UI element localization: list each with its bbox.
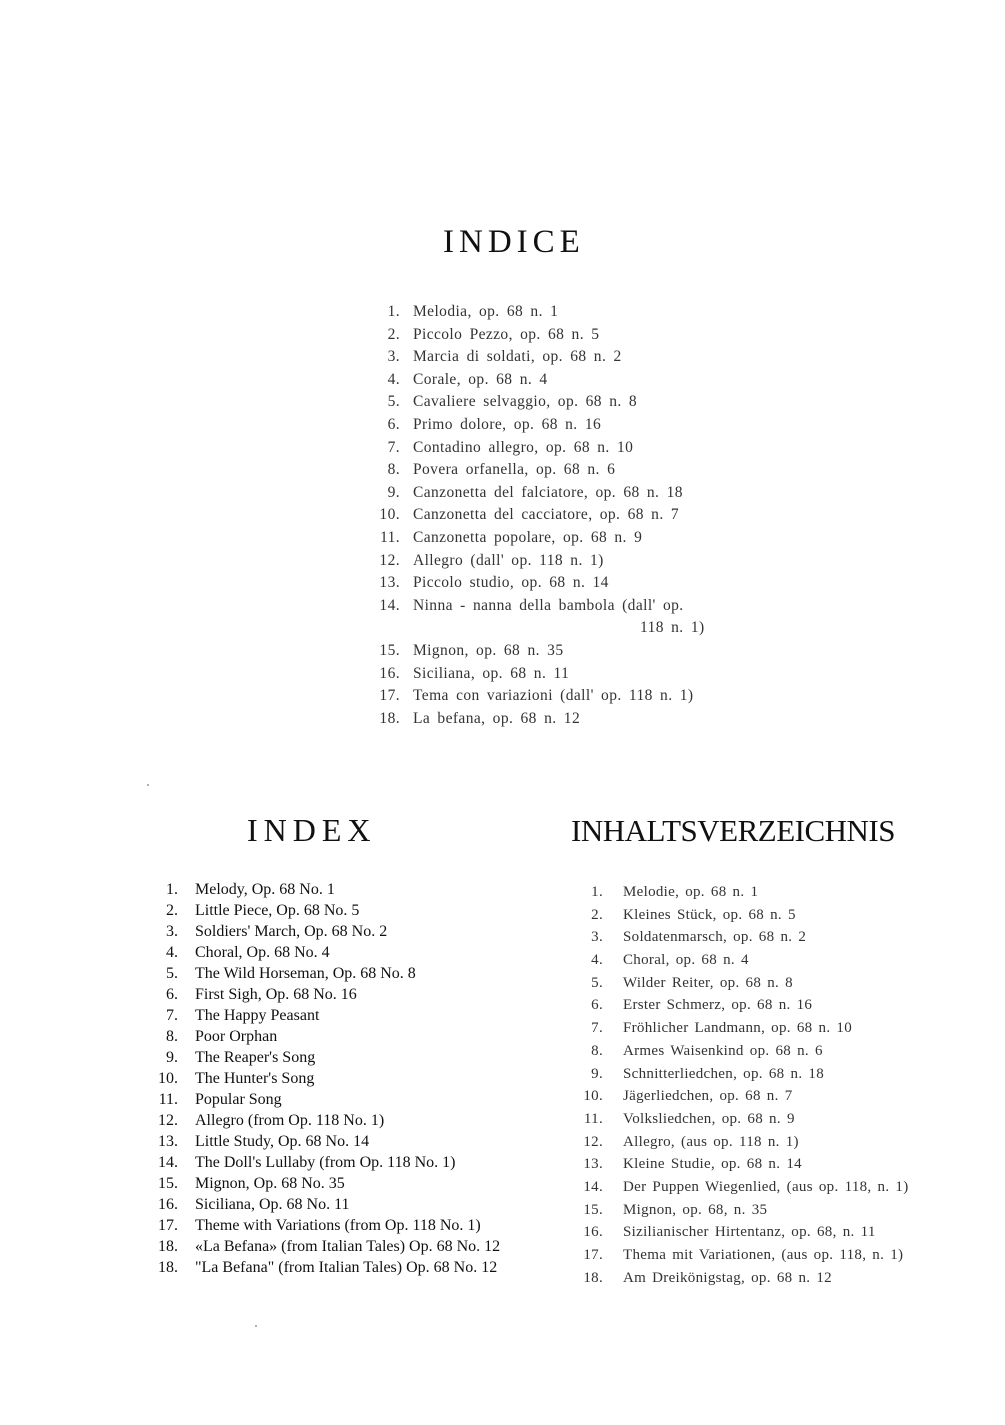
- list-item: [560, 929, 980, 952]
- item-number: 11.: [380, 528, 400, 546]
- list-item: [560, 997, 980, 1020]
- item-number: 14.: [379, 596, 400, 614]
- item-number: 3.: [387, 348, 400, 366]
- item-title: The Wild Horseman, Op. 68 No. 8: [195, 965, 416, 982]
- list-item: [560, 1134, 980, 1157]
- item-title: The Hunter's Song: [195, 1070, 315, 1087]
- item-number: 8.: [591, 1042, 603, 1059]
- list-item: [355, 439, 775, 462]
- list-item: [130, 944, 560, 965]
- list-item: [355, 552, 775, 575]
- item-title: «La Befana» (from Italian Tales) Op. 68 No. 12: [195, 1238, 501, 1255]
- item-number: 4.: [387, 370, 400, 388]
- item-number: 14.: [583, 1178, 603, 1195]
- item-title: Canzonetta del cacciatore, op. 68 n. 7: [413, 506, 680, 524]
- item-number: 10.: [583, 1088, 603, 1105]
- list-item: [560, 952, 980, 975]
- item-title: Thema mit Variationen, (aus op. 118, n. 1): [623, 1247, 904, 1263]
- item-number: 5.: [387, 393, 400, 411]
- item-title: 118 n. 1): [640, 619, 705, 637]
- item-title: Mignon, op. 68 n. 35: [413, 641, 564, 659]
- item-title: Siciliana, op. 68 n. 11: [413, 664, 570, 682]
- indice-title: INDICE: [443, 224, 585, 261]
- item-title: Piccolo Pezzo, op. 68 n. 5: [413, 325, 600, 343]
- paper-speck: [147, 784, 149, 786]
- item-number: 4.: [166, 944, 178, 961]
- indice-list: [355, 303, 775, 732]
- list-item: [130, 1007, 560, 1028]
- index-list: [130, 881, 560, 1280]
- list-item: [355, 665, 775, 688]
- list-item: [560, 975, 980, 998]
- item-number: 18.: [158, 1238, 178, 1255]
- list-item: [560, 1224, 980, 1247]
- item-title: Fröhlicher Landmann, op. 68 n. 10: [623, 1020, 853, 1037]
- list-item: [130, 923, 560, 944]
- item-title: Wilder Reiter, op. 68 n. 8: [623, 974, 793, 991]
- item-title: La befana, op. 68 n. 12: [413, 709, 581, 727]
- list-item: [130, 1154, 560, 1175]
- list-item: [355, 710, 775, 733]
- item-number: 2.: [166, 902, 178, 919]
- list-item: [560, 884, 980, 907]
- item-title: Corale, op. 68 n. 4: [413, 370, 548, 388]
- item-number: 6.: [166, 986, 178, 1003]
- item-number: 14.: [158, 1154, 178, 1171]
- item-number: 7.: [166, 1007, 178, 1024]
- item-title: Povera orfanella, op. 68 n. 6: [413, 461, 616, 479]
- item-number: 11.: [583, 1110, 603, 1127]
- list-item: [355, 642, 775, 665]
- item-title: Contadino allegro, op. 68 n. 10: [413, 438, 634, 456]
- list-item: [130, 1028, 560, 1049]
- item-number: 9.: [166, 1049, 178, 1066]
- list-item: [130, 1259, 560, 1280]
- item-number: 8.: [387, 461, 400, 479]
- list-item: [355, 597, 775, 620]
- item-title: Little Piece, Op. 68 No. 5: [195, 902, 360, 919]
- item-number: 16.: [583, 1224, 603, 1241]
- item-title: Volksliedchen, op. 68 n. 9: [623, 1110, 795, 1127]
- list-item: [130, 1175, 560, 1196]
- item-number: 3.: [166, 923, 178, 940]
- item-title: Schnitterliedchen, op. 68 n. 18: [623, 1065, 825, 1082]
- item-title: Theme with Variations (from Op. 118 No. 1): [195, 1217, 481, 1234]
- item-title: Jägerliedchen, op. 68 n. 7: [623, 1088, 793, 1105]
- list-item: [130, 986, 560, 1007]
- list-item: [560, 1202, 980, 1225]
- item-title: Canzonetta popolare, op. 68 n. 9: [413, 528, 643, 546]
- item-title: Armes Waisenkind op. 68 n. 6: [623, 1042, 823, 1059]
- item-title: Soldiers' March, Op. 68 No. 2: [195, 923, 388, 940]
- item-number: 15.: [379, 641, 400, 659]
- inhaltsverzeichnis-title: INHALTSVERZEICHNIS: [571, 812, 895, 848]
- item-number: 5.: [591, 974, 603, 991]
- list-item: [355, 529, 775, 552]
- list-item: [355, 461, 775, 484]
- list-item: [355, 393, 775, 416]
- item-title: The Happy Peasant: [195, 1007, 320, 1024]
- list-item: [355, 687, 775, 710]
- list-item: [560, 1043, 980, 1066]
- item-number: 7.: [591, 1020, 603, 1037]
- item-number: 9.: [591, 1065, 603, 1082]
- item-title: Melody, Op. 68 No. 1: [195, 881, 335, 898]
- list-item: [130, 1217, 560, 1238]
- item-title: Melodie, op. 68 n. 1: [623, 884, 759, 900]
- item-title: Mignon, op. 68, n. 35: [623, 1201, 768, 1218]
- item-number: 1.: [166, 881, 178, 898]
- item-number: 1.: [591, 884, 603, 900]
- item-number: 12.: [583, 1133, 603, 1150]
- item-title: Sizilianischer Hirtentanz, op. 68, n. 11: [623, 1224, 876, 1241]
- item-title: Erster Schmerz, op. 68 n. 16: [623, 997, 813, 1014]
- list-item: [560, 1066, 980, 1089]
- item-title: Primo dolore, op. 68 n. 16: [413, 415, 602, 433]
- item-number: 13.: [158, 1133, 178, 1150]
- item-title: The Reaper's Song: [195, 1049, 316, 1066]
- item-number: 9.: [387, 483, 400, 501]
- item-title: Canzonetta del falciatore, op. 68 n. 18: [413, 483, 683, 501]
- item-number: 10.: [379, 506, 400, 524]
- list-item: [560, 1156, 980, 1179]
- list-item: [130, 1049, 560, 1070]
- item-title: Piccolo studio, op. 68 n. 14: [413, 574, 609, 592]
- item-title: Kleine Studie, op. 68 n. 14: [623, 1156, 802, 1173]
- list-item: [355, 619, 775, 642]
- item-title: Popular Song: [195, 1091, 282, 1108]
- item-number: 18.: [158, 1259, 178, 1276]
- list-item: [130, 1112, 560, 1133]
- item-title: Am Dreikönigstag, op. 68 n. 12: [623, 1269, 832, 1286]
- list-item: [355, 303, 775, 326]
- list-item: [560, 1020, 980, 1043]
- item-number: 15.: [583, 1201, 603, 1218]
- item-title: Choral, op. 68 n. 4: [623, 952, 749, 969]
- item-title: Marcia di soldati, op. 68 n. 2: [413, 348, 622, 366]
- item-title: Melodia, op. 68 n. 1: [413, 303, 559, 320]
- inhaltsverzeichnis-list: [560, 884, 980, 1292]
- item-number: 13.: [583, 1156, 603, 1173]
- item-number: 5.: [166, 965, 178, 982]
- item-number: 12.: [379, 551, 400, 569]
- item-title: "La Befana" (from Italian Tales) Op. 68 No. 12: [195, 1259, 498, 1276]
- item-number: 3.: [591, 929, 603, 946]
- list-item: [130, 1238, 560, 1259]
- list-item: [560, 907, 980, 930]
- item-title: Allegro, (aus op. 118 n. 1): [623, 1133, 799, 1150]
- item-title: First Sigh, Op. 68 No. 16: [195, 986, 357, 1003]
- list-item: [130, 1196, 560, 1217]
- item-title: Ninna - nanna della bambola (dall' op.: [413, 596, 684, 614]
- list-item: [560, 1111, 980, 1134]
- item-number: 18.: [583, 1269, 603, 1286]
- list-item: [130, 1070, 560, 1091]
- list-item: [355, 484, 775, 507]
- list-item: [560, 1270, 980, 1293]
- item-number: 18.: [379, 709, 400, 727]
- list-item: [560, 1247, 980, 1270]
- item-title: Choral, Op. 68 No. 4: [195, 944, 330, 961]
- item-number: 16.: [379, 664, 400, 682]
- item-title: Poor Orphan: [195, 1028, 278, 1045]
- item-number: 16.: [158, 1196, 178, 1213]
- item-number: 2.: [387, 325, 400, 343]
- item-number: 17.: [583, 1247, 603, 1263]
- item-title: Soldatenmarsch, op. 68 n. 2: [623, 929, 807, 946]
- list-item: [355, 506, 775, 529]
- item-number: 17.: [379, 687, 400, 705]
- item-title: Der Puppen Wiegenlied, (aus op. 118, n. 1): [623, 1178, 909, 1195]
- list-item: [355, 574, 775, 597]
- list-item: [355, 371, 775, 394]
- item-title: Allegro (from Op. 118 No. 1): [195, 1112, 385, 1129]
- item-number: 15.: [158, 1175, 178, 1192]
- list-item: [560, 1088, 980, 1111]
- list-item: [130, 881, 560, 902]
- item-title: Tema con variazioni (dall' op. 118 n. 1): [413, 687, 694, 705]
- item-number: 17.: [158, 1217, 178, 1234]
- item-number: 10.: [158, 1070, 178, 1087]
- item-number: 4.: [591, 952, 603, 969]
- item-title: The Doll's Lullaby (from Op. 118 No. 1): [195, 1154, 456, 1171]
- index-title: INDEX: [247, 811, 377, 848]
- item-number: 8.: [166, 1028, 178, 1045]
- list-item: [355, 348, 775, 371]
- item-number: 6.: [591, 997, 603, 1014]
- item-number: 7.: [387, 438, 400, 456]
- item-number: 2.: [591, 906, 603, 923]
- list-item: [130, 1091, 560, 1112]
- item-number: 6.: [387, 415, 400, 433]
- item-title: Mignon, Op. 68 No. 35: [195, 1175, 345, 1192]
- item-title: Kleines Stück, op. 68 n. 5: [623, 906, 796, 923]
- list-item: [130, 1133, 560, 1154]
- item-title: Cavaliere selvaggio, op. 68 n. 8: [413, 393, 638, 411]
- item-title: Allegro (dall' op. 118 n. 1): [413, 551, 604, 569]
- list-item: [560, 1179, 980, 1202]
- list-item: [130, 965, 560, 986]
- list-item: [130, 902, 560, 923]
- item-number: 1.: [387, 303, 400, 320]
- list-item: [355, 326, 775, 349]
- item-number: 13.: [379, 574, 400, 592]
- item-title: Siciliana, Op. 68 No. 11: [195, 1196, 350, 1213]
- item-number: 12.: [158, 1112, 178, 1129]
- item-title: Little Study, Op. 68 No. 14: [195, 1133, 370, 1150]
- paper-speck: [255, 1325, 257, 1327]
- list-item: [355, 416, 775, 439]
- item-number: 11.: [158, 1091, 178, 1108]
